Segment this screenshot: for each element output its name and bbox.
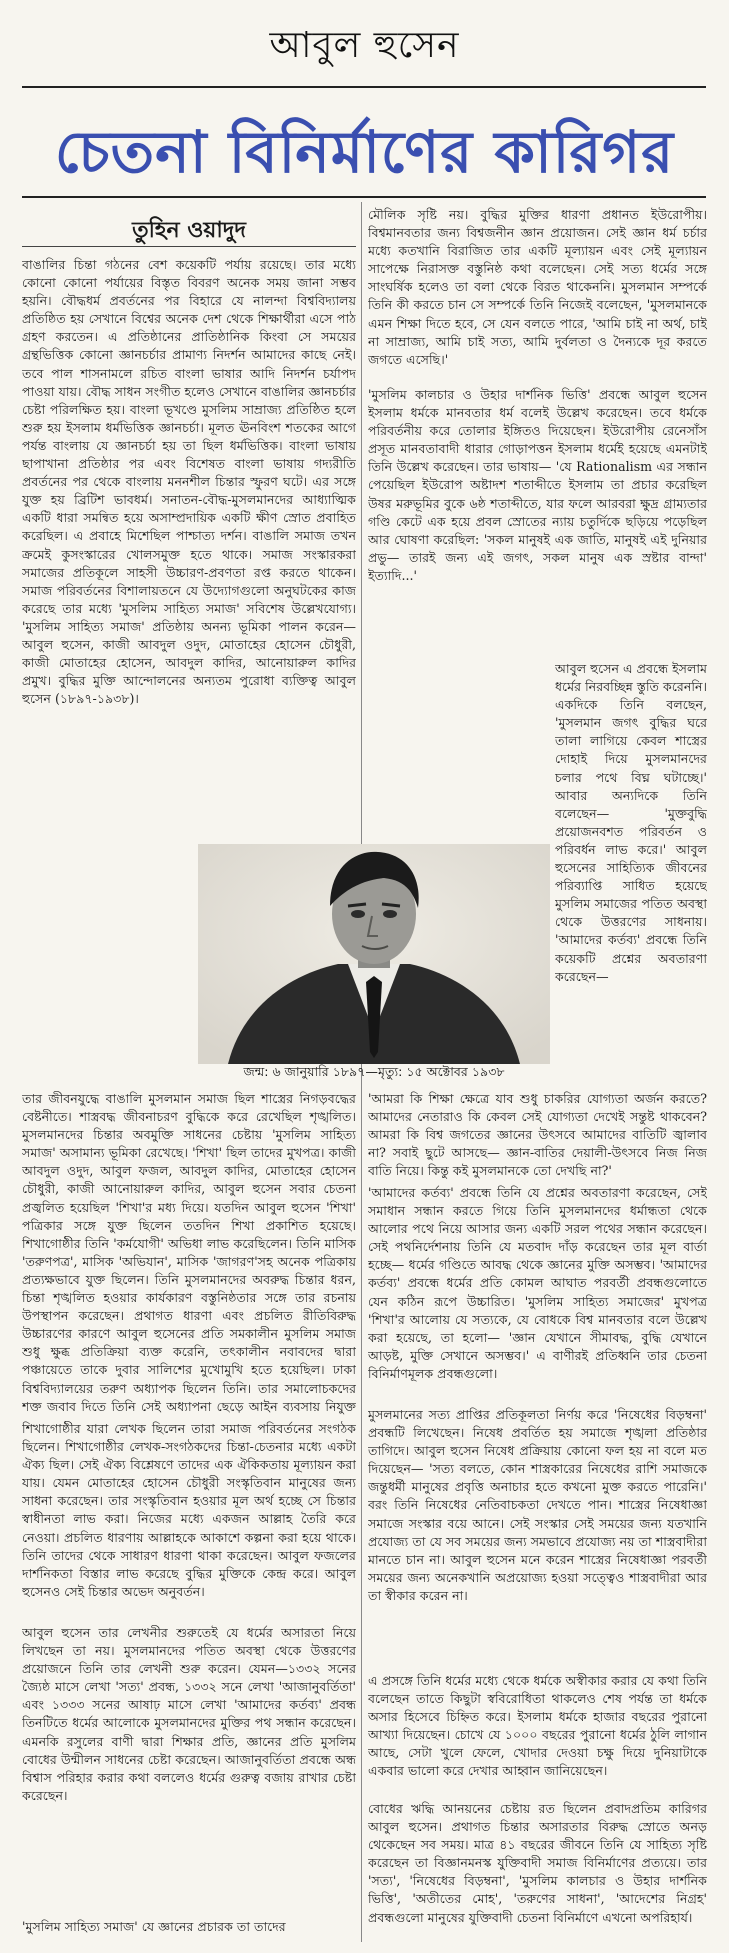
byline-rule bbox=[22, 246, 356, 247]
left-para-4: আবুল হুসেন তার লেখনীর শুরুতেই যে ধর্মের অসারতা নিয়ে লিখছেন তা নয়। মুসলমানদের পতিত অবস্থা থেকে উত্তরণের প্রয়োজনে তিনি তার লেখনী শুরু করেন। যেমন—১৩৩২ সনের জ্যৈষ্ঠ মাসে লেখা 'সত্য' প্রবন্ধ, ১৩৩২ সনে লেখা 'আজানুবর্তিতা' এবং ১৩৩৩ সনের আষাঢ় মাসে লেখা 'আমাদের কর্তব্য' প্রবন্ধ তিনটিতে ধর্মের আলোকে মুসলমানদের মুক্তির পথ সন্ধান করেছেন। এমনকি রসুলের বাণী দ্বারা শিক্ষার প্রতি, জ্ঞানের প্রতি মুসলিম বোধের উন্মীলন সাধনের চেষ্টা করেছেন। আজানুবর্তিতা প্রবন্ধে অন্ধ বিশ্বাস পরিহার করার কথা বললেও ধর্মের গুরুত্ব বজায় রাখার চেষ্টা করেছেন। bbox=[22, 1625, 356, 1803]
top-rule bbox=[22, 86, 706, 88]
left-para-2: তার জীবনযুদ্ধে বাঙালি মুসলমান সমাজ ছিল শাস্ত্রের নিগড়বদ্ধের বেষ্টনীতে। শাস্ত্রবদ্ধ জীবনাচরণ বুদ্ধিকে করে রেখেছিল শৃঙ্খলিত। মুসলমানদের চিন্তার অবমুক্তি সাধনের চেষ্টায় 'মুসলিম সাহিত্য সমাজ' অসামান্য ভূমিকা রেখেছে। 'শিখা' ছিল তাদের মুখপত্র। কাজী আবদুল ওদুদ, আবুল ফজল, আবদুল কাদির, মোতাহের হোসেন চৌধুরী, কাজী আনোয়ারুল কাদির, আবুল হুসেন সবার চেতনা প্রজ্বলিত হয়েছিল 'শিখা'র মধ্য দিয়ে। যতদিন আবুল হুসেন 'শিখা' পত্রিকার সঙ্গে যুক্ত ছিলেন ততদিন শিখা প্রকাশিত হয়েছে। শিখাগোষ্ঠীর তিনি 'কর্মযোগী' অভিধা লাভ করেছিলেন। তিনি মাসিক 'তরুণপত্র', মাসিক 'অভিযান', মাসিক 'জাগরণ'সহ অনেক পত্রিকায় প্রত্যক্ষভাবে যুক্ত ছিলেন। তিনি মুসলমানদের অবরুদ্ধ চিন্তার ধরন, চিন্তা শৃঙ্খলিত হওয়ার কার্যকারণ বস্তুনিষ্ঠতার সঙ্গে তার রচনায় উপস্থাপন করেছেন। প্রথাগত ধারণা এবং প্রচলিত রীতিবিরুদ্ধ উচ্চারণের কারণে আবুল হুসেনের প্রতি সমকালীন মুসলিম সমাজ শুধু ক্ষুব্ধ প্রতিক্রিয়া ব্যক্ত করেনি, তৎকালীন নবাবদের দ্বারা পঞ্চায়েতে তাকে দুবার সালিশের মুখোমুখি হতে হয়েছিল। ঢাকা বিশ্ববিদ্যালয়ের তরুণ অধ্যাপক ছিলেন তিনি। তার সমালোচকদের শক্ত জবাব দিতে তিনি সেই অধ্যাপনা ছেড়ে আইন ব্যবসায় নিযুক্ত bbox=[22, 1091, 356, 1414]
right-para-7: এ প্রসঙ্গে তিনি ধর্মের মধ্যে থেকে ধর্মকে অস্বীকার করার যে কথা তিনি বলেছেন তাতে কিছুটা স্ববিরোধিতা থাকলেও শেষ পর্যন্ত তা ধর্মকে অসার হিসেবে চিহ্নিত করে। ইসলাম ধর্মকে হাজার বছরের পুরানো আখ্যা দিয়েছেন। চোখে যে ১০০০ বছরের পুরানো ধর্মের ঠুলি লাগান আছে, সেটা খুলে ফেলে, খোদার দেওয়া চক্ষু দিয়ে দুনিয়াটাকে একবার ভালো করে দেখার আহ্বান জানিয়েছেন। bbox=[368, 1673, 707, 1779]
right-para-6: মুসলমানের সত্য প্রাপ্তির প্রতিকূলতা নির্ণয় করে 'নিষেধের বিড়ম্বনা' প্রবন্ধটি লিখেছেন। নিষেধ প্রবর্তিত হয় সমাজে শৃঙ্খলা প্রতিষ্ঠার তাগিদে। আবুল হুসেন নিষেধ প্রক্রিয়ায় কোনো ফল হয় না বলে মত দিয়েছেন— 'সত্য বলতে, কোন শাস্ত্রকারের নিষেধের রাশি সমাজকে জন্তুধর্মী মানুষের প্রবৃত্তি অনাচার হতে কখনো মুক্ত করতে পারেনি।' বরং তিনি নিষেধের নেতিবাচকতা দেখতে পান। শাস্ত্রের নিষেধাজ্ঞা সমাজে সংস্কার বয়ে আনে। সেই সংস্কার সেই সময়ের জন্য যতখানি প্রযোজ্য তা যে সব সময়ের জন্য সমভাবে প্রযোজ্য নয় তা শাস্ত্রবাদীরা মানতে চান না। আবুল হুসেন মনে করেন শাস্ত্রের নিষেধাজ্ঞা পরবর্তী সময়ের জন্য অনেকখানি অপ্রয়োজ্য হওয়া সত্ত্বেও শাস্ত্রবাদীরা আর তা স্বীকার করেন না। bbox=[368, 1407, 707, 1603]
left-para-1: বাঙালির চিন্তা গঠনের বেশ কয়েকটি পর্যায় রয়েছে। তার মধ্যে কোনো কোনো পর্যায়ের বিস্তৃত বিবরণ অনেক সময় জানা সম্ভব হয়নি। বৌদ্ধধর্ম প্রবর্তনের পর বিহারে যে নালন্দা বিশ্ববিদ্যালয় প্রতিষ্ঠিত হয় সেখানে বিশ্বের অনেক দেশ থেকে শিক্ষার্থীরা এসে পাঠ গ্রহণ করতেন। এ প্রতিষ্ঠানের প্রাতিষ্ঠানিক কিংবা সে সময়ের গ্রন্থভিত্তিক কোনো জ্ঞানচর্চার প্রামাণ্য নিদর্শন আমাদের কাছে নেই। তবে পাল শাসনামলে রচিত বাংলা ভাষার আদি নিদর্শন চর্যাপদ পাওয়া যায়। বৌদ্ধ সাধন সংগীত হলেও সেখানে বাঙালির জ্ঞানচর্চার চেষ্টা পরিলক্ষিত হয়। বাংলা ভূখণ্ডে মুসলিম সাম্রাজ্য প্রতিষ্ঠিত হলে শুরু হয় ইসলাম ধর্মভিত্তিক জ্ঞানচর্চা। মূলত ঊনবিংশ শতকের আগে পর্যন্ত বাংলায় যে জ্ঞানচর্চা হয় তা ছিল ধর্মভিত্তিক। বাংলা ভাষায় ছাপাখানা প্রতিষ্ঠার পর এবং বিশেষত বাংলা ভাষায় গদ্যরীতি প্রবর্তনের পর থেকে বাংলায় মননশীল চিন্তার স্ফুরণ ঘটে। এর সঙ্গে যুক্ত হয় ব্রিটিশ ভাবধর্ম। সনাতন-বৌদ্ধ-মুসলমানদের আধ্যাত্মিক একটি ধারা সমন্বিত হয়ে অসাম্প্রদায়িক একটি ক্ষীণ স্রোত প্রবাহিত করেছিল। এ প্রবাহে মিশেছিল পাশ্চাত্য দর্শন। বাঙালি সমাজ তখন ক্রমেই কুসংস্কারের খোলসমুক্ত হতে থাকে। সমাজ সংস্কারকরা সমাজের প্রতিকূলে সাহসী উচ্চারণ-প্রবণতা রপ্ত করতে থাকেন। সমাজ পরিবর্তনের বিশালায়তনে যে উদ্যোগগুলো অনুঘটকের কাজ করেছে তার মধ্যে 'মুসলিম সাহিত্য সমাজ' সবিশেষ উল্লেখযোগ্য। 'মুসলিম সাহিত্য সমাজ' প্রতিষ্ঠায় অনন্য ভূমিকা পালন করেন— আবুল হুসেন, কাজী আবদুল ওদুদ, মোতাহের হোসেন চৌধুরী, কাজী মোতাহের হোসেন, আবদুল কাদির, আনোয়ারুল কাদির প্রমুখ। বুদ্ধির মুক্তি আন্দোলনের অন্যতম পুরোধা ব্যক্তিত্ব আবুল হুসেন (১৮৯৭-১৯৩৮)। bbox=[22, 257, 356, 707]
headline-rule bbox=[22, 196, 706, 198]
photo-caption: জন্ম: ৬ জানুয়ারি ১৮৯৭—মৃত্যু: ১৫ অক্টোবর ১৯৩৮ bbox=[243, 1064, 505, 1079]
right-para-4: 'আমরা কি শিক্ষা ক্ষেত্রে যাব শুধু চাকরির যোগ্যতা অর্জন করতে? আমাদের নেতারাও কি কেবল সেই যোগ্যতা দেখেই সন্তুষ্ট থাকবেন? আমরা কি বিশ্ব জগতের জ্ঞানের উৎসবে আমাদের বাতিটি জ্বালাব না? সবাই ছুটে আসছে— জ্ঞান-বাতির দেয়ালী-উৎসবে নিজ নিজ বাতি নিয়ে। কিন্তু কই মুসলমানকে তো দেখছি না?' bbox=[368, 1091, 707, 1179]
portrait-illustration bbox=[198, 844, 550, 1064]
article-kicker: আবুল হুসেন bbox=[269, 25, 460, 66]
left-para-5: 'মুসলিম সাহিত্য সমাজ' যে জ্ঞানের প্রচারক তা তাদের bbox=[22, 1919, 286, 1934]
right-para-3: আবুল হুসেন এ প্রবন্ধে ইসলাম ধর্মের নিরবচ্ছিন্ন স্তুতি করেননি। একদিকে তিনি বলছেন, 'মুসলমান জগৎ বুদ্ধির ঘরে তালা লাগিয়ে কেবল শাস্ত্রের দোহাই দিয়ে মুসলমানদের চলার পথে বিঘ্ন ঘটাচ্ছে।' আবার অন্যদিকে তিনি বলেছেন— 'মুক্তবুদ্ধি প্রয়োজনবশত পরিবর্তন ও পরিবর্ধন লাভ করে।' আবুল হুসেনের সাহিত্যিক জীবনের পরিব্যাপ্তি সাধিত হয়েছে মুসলিম সমাজের পতিত অবস্থা থেকে উত্তরণের সাধনায়। 'আমাদের কর্তব্য' প্রবন্ধে তিনি কয়েকটি প্রশ্নের অবতারণা করেছেন— bbox=[555, 661, 707, 984]
right-para-2: 'মুসলিম কালচার ও উহার দার্শনিক ভিত্তি' প্রবন্ধে আবুল হুসেন ইসলাম ধর্মকে মানবতার ধর্ম বলেই উল্লেখ করেছেন। তবে ধর্মকে পরিবর্তনীয় করে তোলার ইঙ্গিতও দিয়েছেন। ইউরোপীয় রেনেসাঁস প্রসূত মানবতাবাদী ধারার গোড়াপত্তন ইসলাম ধর্মেই হয়েছে এমনটাই তিনি উল্লেখ করেছেন। তার ভাষায়— 'যে Rationalism এর সন্ধান পেয়েছিল ইউরোপ অষ্টাদশ শতাব্দীতে ইসলাম তা প্রচার করেছিল উষর মরুভূমির বুকে ৬ষ্ঠ শতাব্দীতে, যার ফলে আরবরা ক্ষুদ্র গ্রাম্যতার গণ্ডি কেটে এক হয়ে প্রবল স্রোতের ন্যায় চতুর্দিকে ছড়িয়ে পড়েছিল আর ঘোষণা করেছিল: 'সকল মানুষই এক জাতি, মানুষই এই দুনিয়ার প্রভু— তারই জন্য এই জগৎ, সকল মানুষ এক স্রষ্টার বান্দা' ইত্যাদি...' bbox=[368, 387, 707, 583]
byline: তুহিন ওয়াদুদ bbox=[132, 218, 246, 243]
right-para-1: মৌলিক সৃষ্টি নয়। বুদ্ধির মুক্তির ধারণা প্রধানত ইউরোপীয়। বিশ্বমানবতার জন্য বিশ্বজনীন জ্ঞান প্রয়োজন। সেই জ্ঞান ধর্ম চর্চার মধ্যে কতখানি বিরাজিত তার একটি মূল্যায়ন এবং সেই মূল্যায়ন সাপেক্ষে নিরাসক্ত বস্তুনিষ্ঠ কথা বলেছেন। সেই সত্য ধর্মের সঙ্গে সাংঘর্ষিক হলেও তা বলা থেকে বিরত থাকেননি। মুসলমান সম্পর্কে তিনি কী করতে চান সে সম্পর্কে তিনি নিজেই বলেছেন, 'মুসলমানকে এমন শিক্ষা দিতে হবে, সে যেন বলতে পারে, 'আমি চাই না অর্থ, চাই না সাম্রাজ্য, আমি চাই সত্য, আমি দুর্বলতা ও দৈন্যকে দূর করতে জগতে এসেছি।' bbox=[368, 207, 707, 367]
portrait-photo bbox=[198, 844, 550, 1064]
article-headline: চেতনা বিনির্মাণের কারিগর bbox=[54, 118, 675, 186]
right-para-5: 'আমাদের কর্তব্য' প্রবন্ধে তিনি যে প্রশ্নের অবতারণা করেছেন, সেই সমাধান সন্ধান করতে গিয়ে তিনি মুসলমানদের ধর্মান্ধতা থেকে আলোর পথে নিয়ে আসার জন্য একটি সরল পথের সন্ধান করেছেন। সেই পথনির্দেশনায় তিনি যে মতবাদ দাঁড় করেছেন তার মূল বার্তা হচ্ছে— ধর্মের গণ্ডিতে আবদ্ধ থেকে জ্ঞানের মুক্তি অসম্ভব। 'আমাদের কর্তব্য' প্রবন্ধে ধর্মের প্রতি কোমল আঘাত পরবর্তী প্রবন্ধগুলোতে যেন কঠিন রূপে উচ্চারিত। 'মুসলিম সাহিত্য সমাজের' মুখপত্র 'শিখা'র আলোয় যে সত্যকে, যে বোধকে বিশ্ব মানবতার বলে উল্লেখ করা হয়েছে, তা হলো— 'জ্ঞান যেখানে সীমাবদ্ধ, বুদ্ধি যেখানে আড়ষ্ট, মুক্তি সেখানে অসম্ভব।' এ বাণীরই প্রতিধ্বনি তার চেতনা বিনির্মাণমূলক প্রবন্ধগুলো। bbox=[368, 1185, 707, 1381]
left-para-3: শিখাগোষ্ঠীর যারা লেখক ছিলেন তারা সমাজ পরিবর্তনের সংগঠক ছিলেন। শিখাগোষ্ঠীর লেখক-সংগঠকদের চিন্তা-চেতনার মধ্যে একটা ঐক্য ছিল। সেই ঐক্য বিশ্লেষণে তাদের এক ঐকিকতায় মূল্যায়ন করা যায়। যেমন মোতাহের হোসেন চৌধুরী সংস্কৃতিবান মানুষের জন্য সাধনা করেছেন। তার সংস্কৃতিবান হওয়ার মূল অর্থ হচ্ছে সে চিন্তার স্বাধীনতা লাভ করা। নিজের মধ্যে একজন আল্লাহ তৈরি করে নেওয়া। প্রচলিত ধারণায় আল্লাহকে আকাশে কল্পনা করা হয়ে থাকে। তিনি তাদের থেকে সাধারণ ধারণা থাকা করেছেন। আবুল ফজলের দার্শনিকতা বিস্তার লাভ করেছে বুদ্ধির মুক্তিকে কেন্দ্র করে। আবুল হুসেনও সেই চিন্তার অভেদ অনুবর্তন। bbox=[22, 1421, 356, 1599]
right-para-8: বোধের ঋদ্ধি আনয়নের চেষ্টায় রত ছিলেন প্রবাদপ্রতিম কারিগর আবুল হুসেন। প্রথাগত চিন্তার অসারতার বিরুদ্ধ স্রোতে অনড় থেকেছেন সব সময়। মাত্র ৪১ বছরের জীবনে তিনি যে সাহিত্য সৃষ্টি করেছেন তা বিজ্ঞানমনস্ক যুক্তিবাদী সমাজ বিনির্মাণের প্রত্যয়ে। তার 'সত্য', 'নিষেধের বিড়ম্বনা', 'মুসলিম কালচার ও উহার দার্শনিক ভিত্তি', 'অতীতের মোহ', 'তরুণের সাধনা', 'আদেশের নিগ্রহ' প্রবন্ধগুলো মানুষের যুক্তিবাদী চেতনা বিনির্মাণে এখনো অপরিহার্য। bbox=[368, 1801, 707, 1925]
